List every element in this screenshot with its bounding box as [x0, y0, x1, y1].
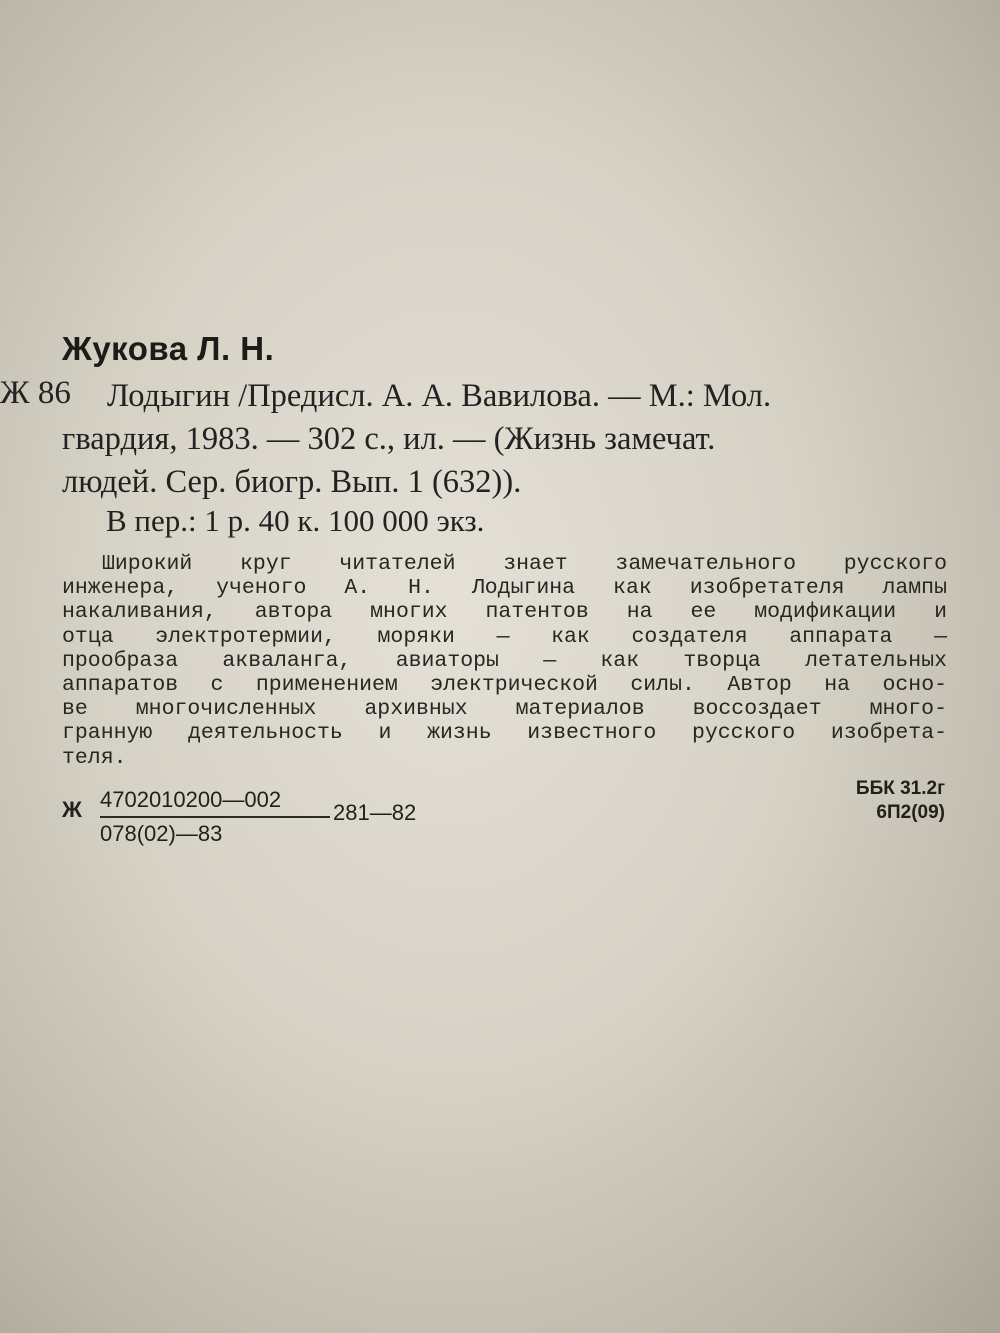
publisher-code-letter: Ж	[62, 797, 82, 822]
bbk-line-2: 6П2(09)	[876, 802, 945, 823]
publisher-code-fraction	[100, 787, 330, 847]
annotation-line: накаливания, автора многих патентов на ее модификации и	[62, 600, 947, 625]
bibliographic-description	[62, 375, 947, 504]
annotation	[62, 552, 947, 770]
annotation-line: отца электротермии, моряки — как создателя аппарата —	[62, 624, 947, 649]
publisher-code-numerator: 4702010200—002	[100, 787, 330, 818]
bibliographic-line: людей. Сер. биогр. Вып. 1 (632)).	[62, 464, 522, 500]
annotation-line: Широкий круг читателей знает замечательного русского	[102, 552, 947, 576]
price-and-print-run: В пер.: 1 р. 40 к. 100 000 экз.	[106, 503, 485, 538]
annotation-line: ве многочисленных архивных материалов воссоздает много-	[62, 697, 947, 722]
annotation-line: прообраза акваланга, авиаторы — как творца летательных	[62, 648, 947, 673]
annotation-line: теля.	[62, 745, 127, 770]
annotation-line: инженера, ученого А. Н. Лодыгина как изобретателя лампы	[62, 576, 947, 601]
bbk-classification	[856, 777, 945, 825]
catalog-index: Ж 86	[0, 375, 71, 411]
bibliographic-line: гвардия, 1983. — 302 с., ил. — (Жизнь замечат.	[62, 421, 716, 457]
annotation-line: гранную деятельность и жизнь известного русского изобрета-	[62, 721, 947, 746]
publisher-code-side: 281—82	[333, 800, 417, 825]
annotation-line: аппаратов с применением электрической силы. Автор на осно-	[62, 673, 947, 698]
publisher-code-denominator: 078(02)—83	[100, 821, 223, 846]
bibliographic-line: Лодыгин /Предисл. А. А. Вавилова. — М.: Мол.	[107, 378, 772, 414]
bbk-line-1: ББК 31.2г	[855, 778, 945, 799]
author-name: Жукова Л. Н.	[62, 330, 275, 367]
